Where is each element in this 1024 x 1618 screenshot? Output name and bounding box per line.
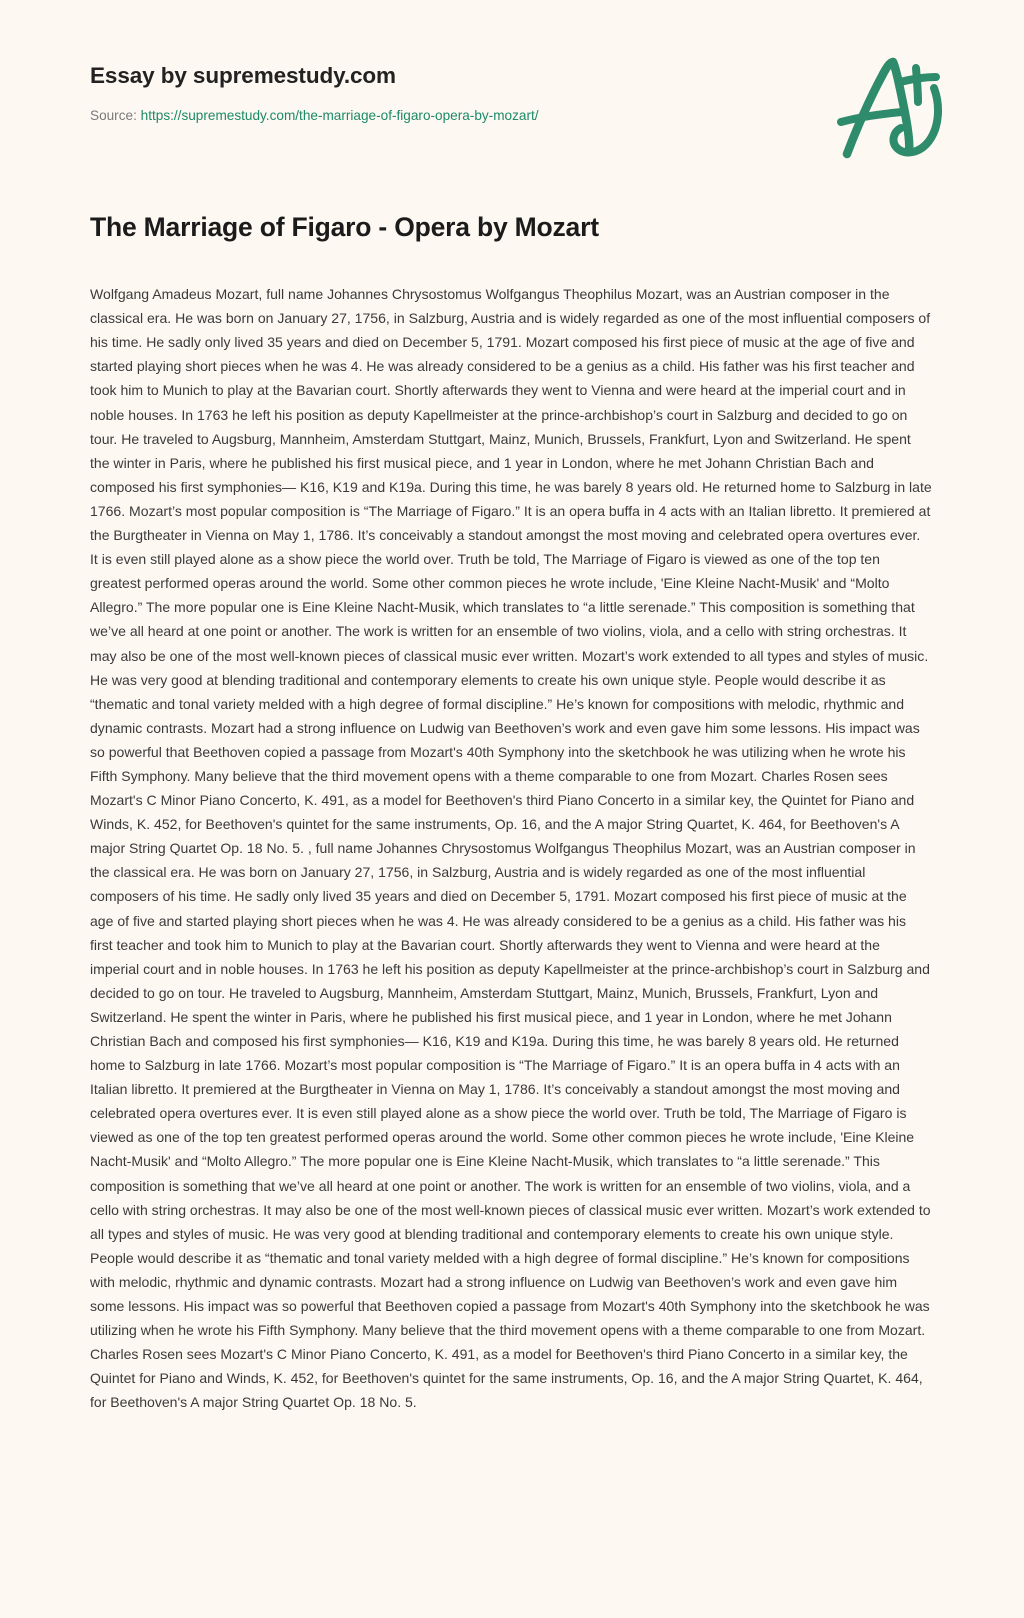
- site-title: Essay by supremestudy.com: [90, 63, 396, 88]
- source-line: [90, 108, 934, 125]
- page-title: The Marriage of Figaro - Opera by Mozart: [90, 211, 599, 242]
- article-container: [0, 125, 1024, 1455]
- page-header: [0, 0, 1024, 125]
- a-plus-logo-icon: [830, 48, 962, 164]
- source-label: Source:: [90, 108, 137, 123]
- article-body: Wolfgang Amadeus Mozart, full name Johannes Chrysostomus Wolfgangus Theophilus Mozart, was an Austrian composer in the classical era. He was born on January 27, 1756, in Salzburg, Austria and is widely regarded as one of the most influential composers of his time. He sadly only lived 35 years and died on December 5, 1791. Mozart composed his first piece of music at the age of five and started playing short pieces when he was 4. He was already considered to be a genius as a child. His father was his first teacher and took him to Munich to play at the Bavarian court. Shortly afterwards they went to Vienna and were heard at the imperial court and in noble houses. In 1763 he left his position as deputy Kapellmeister at the prince-archbishop’s court in Salzburg and decided to go on tour. He traveled to Augsburg, Mannheim, Amsterdam Stuttgart, Mainz, Munich, Brussels, Frankfurt, Lyon and Switzerland. He spent the winter in Paris, where he published his first musical piece, and 1 year in London, where he met Johann Christian Bach and composed his first symphonies— K16, K19 and K19a. During this time, he was barely 8 years old. He returned home to Salzburg in late 1766. Mozart’s most popular composition is “The Marriage of Figaro.” It is an opera buffa in 4 acts with an Italian libretto. It premiered at the Burgtheater in Vienna on May 1, 1786. It’s conceivably a standout amongst the most moving and celebrated opera overtures ever. It is even still played alone as a show piece the world over. Truth be told, The Marriage of Figaro is viewed as one of the top ten greatest performed operas around the world. Some other common pieces he wrote include, 'Eine Kleine Nacht-Musik' and “Molto Allegro.” The more popular one is Eine Kleine Nacht-Musik, which translates to “a little serenade.” This composition is something that we’ve all heard at one point or another. The work is written for an ensemble of two violins, viola, and a cello with string orchestras. It may also be one of the most well-known pieces of classical music ever written. Mozart’s work extended to all types and styles of music. He was very good at blending traditional and contemporary elements to create his own unique style. People would describe it as “thematic and tonal variety melded with a high degree of formal discipline.” He’s known for compositions with melodic, rhythmic and dynamic contrasts. Mozart had a strong influence on Ludwig van Beethoven’s work and even gave him some lessons. His impact was so powerful that Beethoven copied a passage from Mozart's 40th Symphony into the sketchbook he was utilizing when he wrote his Fifth Symphony. Many believe that the third movement opens with a theme comparable to one from Mozart. Charles Rosen sees Mozart's C Minor Piano Concerto, K. 491, as a model for Beethoven's third Piano Concerto in a similar key, the Quintet for Piano and Winds, K. 452, for Beethoven's quintet for the same instruments, Op. 16, and the A major String Quartet, K. 464, for Beethoven's A major String Quartet Op. 18 No. 5. , full name Johannes Chrysostomus Wolfgangus Theophilus Mozart, was an Austrian composer in the classical era. He was born on January 27, 1756, in Salzburg, Austria and is widely regarded as one of the most influential composers of his time. He sadly only lived 35 years and died on December 5, 1791. Mozart composed his first piece of music at the age of five and started playing short pieces when he was 4. He was already considered to be a genius as a child. His father was his first teacher and took him to Munich to play at the Bavarian court. Shortly afterwards they went to Vienna and were heard at the imperial court and in noble houses. In 1763 he left his position as deputy Kapellmeister at the prince-archbishop’s court in Salzburg and decided to go on tour. He traveled to Augsburg, Mannheim, Amsterdam Stuttgart, Mainz, Munich, Brussels, Frankfurt, Lyon and Switzerland. He spent the winter in Paris, where he published his first musical piece, and 1 year in London, where he met Johann Christian Bach and composed his first symphonies— K16, K19 and K19a. During this time, he was barely 8 years old. He returned home to Salzburg in late 1766. Mozart’s most popular composition is “The Marriage of Figaro.” It is an opera buffa in 4 acts with an Italian libretto. It premiered at the Burgtheater in Vienna on May 1, 1786. It’s conceivably a standout amongst the most moving and celebrated opera overtures ever. It is even still played alone as a show piece the world over. Truth be told, The Marriage of Figaro is viewed as one of the top ten greatest performed operas around the world. Some other common pieces he wrote include, 'Eine Kleine Nacht-Musik' and “Molto Allegro.” The more popular one is Eine Kleine Nacht-Musik, which translates to “a little serenade.” This composition is something that we’ve all heard at one point or another. The work is written for an ensemble of two violins, viola, and a cello with string orchestras. It may also be one of the most well-known pieces of classical music ever written. Mozart’s work extended to all types and styles of music. He was very good at blending traditional and contemporary elements to create his own unique style. People would describe it as “thematic and tonal variety melded with a high degree of formal discipline.” He’s known for compositions with melodic, rhythmic and dynamic contrasts. Mozart had a strong influence on Ludwig van Beethoven’s work and even gave him some lessons. His impact was so powerful that Beethoven copied a passage from Mozart's 40th Symphony into the sketchbook he was utilizing when he wrote his Fifth Symphony. Many believe that the third movement opens with a theme comparable to one from Mozart. Charles Rosen sees Mozart's C Minor Piano Concerto, K. 491, as a model for Beethoven's third Piano Concerto in a similar key, the Quintet for Piano and Winds, K. 452, for Beethoven's quintet for the same instruments, Op. 16, and the A major String Quartet, K. 464, for Beethoven's A major String Quartet Op. 18 No. 5.: [90, 286, 932, 1411]
- source-url-link[interactable]: https://supremestudy.com/the-marriage-of-figaro-opera-by-mozart/: [140, 108, 539, 123]
